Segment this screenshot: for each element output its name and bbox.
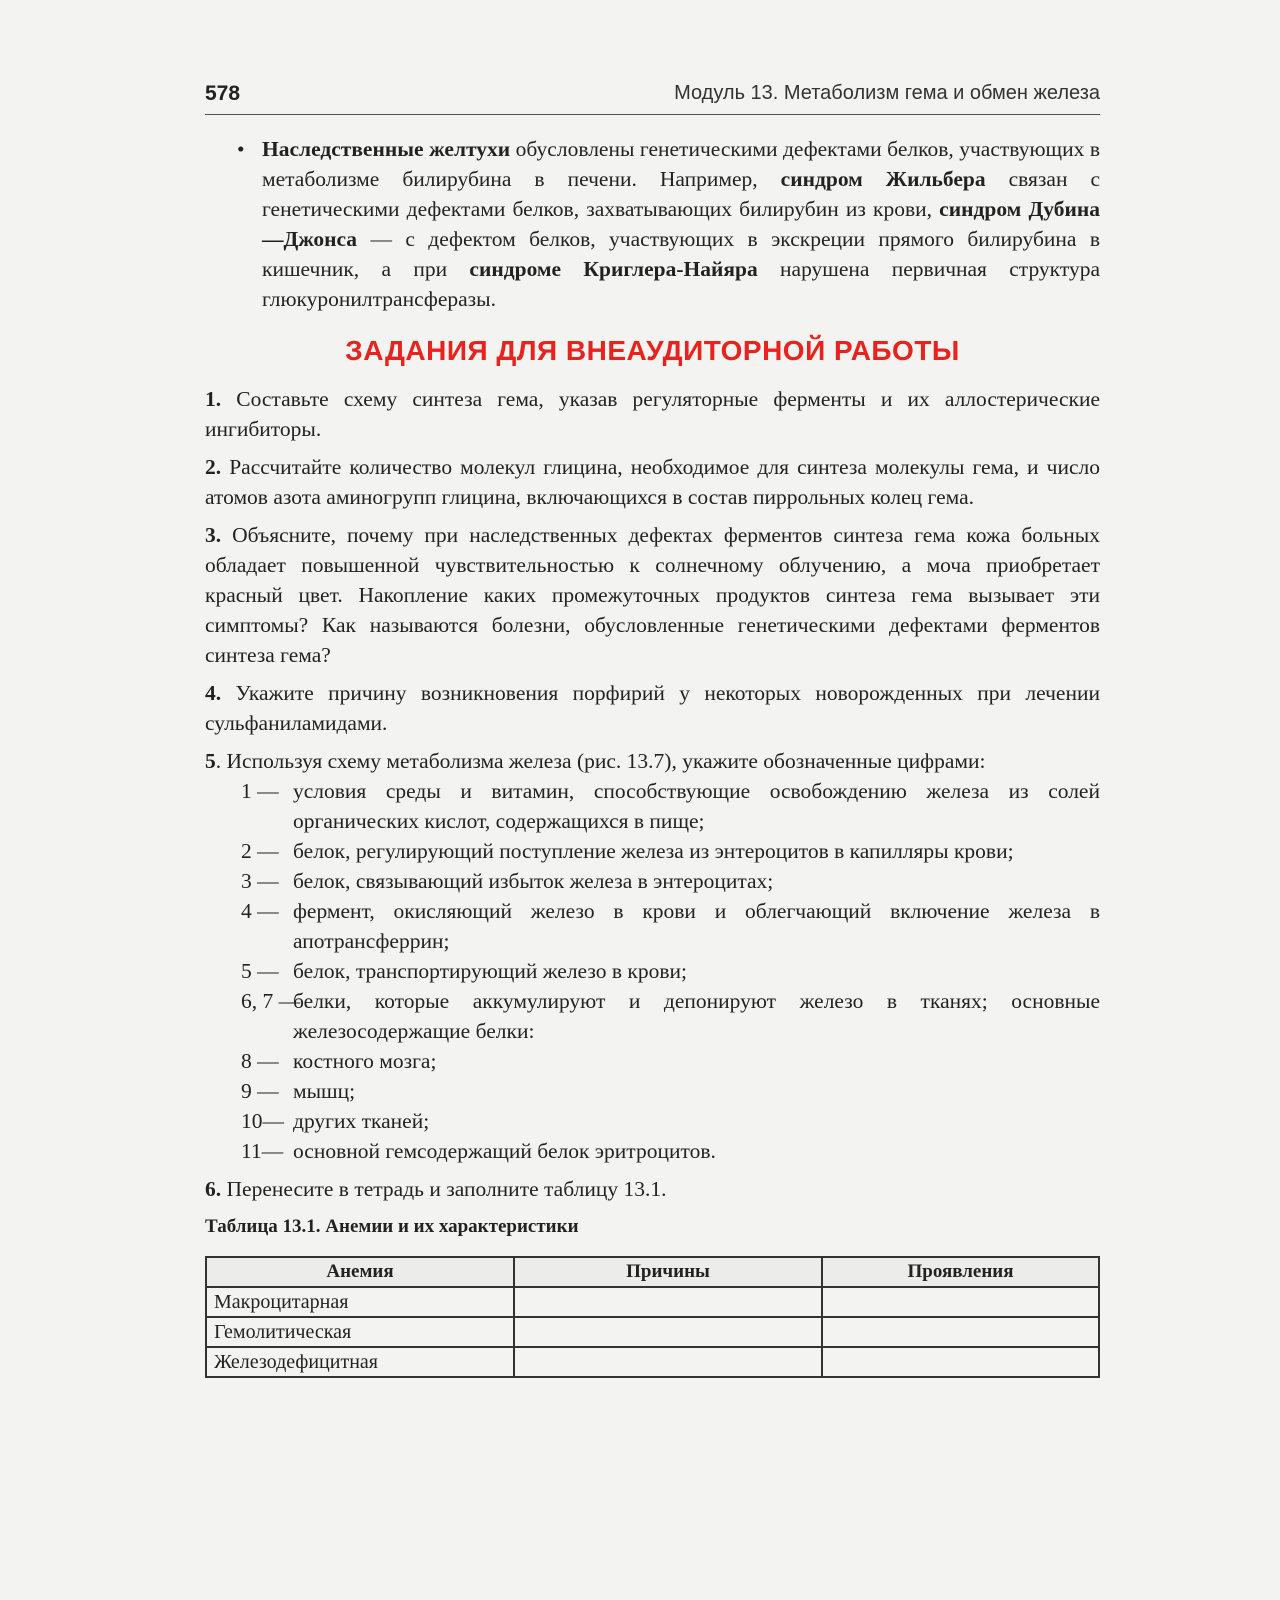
list-item [205, 866, 1100, 896]
item-number: 6, 7 — [241, 989, 301, 1013]
bullet-mark: • [237, 137, 245, 161]
item-text: белки, которые аккумулируют и депонируют железо в тканях; основные железосодержащие белки: [293, 989, 1100, 1043]
header-manifestations: Проявления [822, 1257, 1099, 1287]
task-number: 3. [205, 523, 222, 547]
item-text: основной гемсодержащий белок эритроцитов. [293, 1139, 716, 1163]
task-4 [205, 678, 1100, 738]
bullet-text-1: обусловлены генетическими дефектами белков, участвующих в метаболизме билирубина в печени. Например, [262, 137, 1100, 191]
header-causes: Причины [514, 1257, 822, 1287]
item-number: 2 — [241, 839, 279, 863]
item-number: 1 — [241, 779, 279, 803]
bullet-text-4: нарушена первичная структура глюкуронилтрансферазы. [262, 257, 1101, 311]
term-gilbert: синдром Жильбера [780, 167, 986, 191]
page-content [205, 134, 1100, 1378]
task-2 [205, 452, 1100, 512]
task-1 [205, 384, 1100, 444]
item-text: фермент, окисляющий железо в крови и облегчающий включение железа в апотрансферрин; [293, 899, 1100, 953]
table-cell: Железодефицитная [206, 1347, 514, 1377]
list-item [205, 1106, 1100, 1136]
running-title: Модуль 13. Метаболизм гема и обмен железа [674, 82, 1100, 104]
table-cell [822, 1317, 1099, 1347]
list-item [205, 836, 1100, 866]
table-cell [514, 1317, 822, 1347]
item-number: 5 — [241, 959, 279, 983]
term-hereditary-jaundice: Наследственные желтухи [262, 137, 511, 161]
list-item [205, 986, 1100, 1046]
task-number: 2. [205, 455, 222, 479]
section-heading: ЗАДАНИЯ ДЛЯ ВНЕАУДИТОРНОЙ РАБОТЫ [345, 335, 960, 366]
table-cell: Макроцитарная [206, 1287, 514, 1317]
task-text: Рассчитайте количество молекул глицина, необходимое для синтеза молекулы гема, и число атомов азота аминогрупп глицина, включающихся в состав пиррольных колец гема. [205, 455, 1100, 509]
page-header [205, 78, 1100, 112]
table-cell: Гемолитическая [206, 1317, 514, 1347]
item-text: других тканей; [293, 1109, 430, 1133]
item-number: 4 — [241, 899, 279, 923]
table-row [206, 1317, 1099, 1347]
list-item [205, 1046, 1100, 1076]
task-3 [205, 520, 1100, 670]
task-number: 6. [205, 1177, 222, 1201]
item-number: 10— [241, 1109, 284, 1133]
table-cell [514, 1287, 822, 1317]
task-number: 4. [205, 681, 222, 705]
item-text: белок, регулирующий поступление железа из энтероцитов в капилляры крови; [293, 839, 1014, 863]
item-number: 3 — [241, 869, 279, 893]
table-cell [822, 1287, 1099, 1317]
bullet-item [205, 134, 1100, 314]
term-dubin-johnson: синдром Дубина—Джонса [262, 197, 1100, 251]
list-item [205, 956, 1100, 986]
item-number: 8 — [241, 1049, 279, 1073]
task-text: Составьте схему синтеза гема, указав регуляторные ферменты и их аллостерические ингибиторы. [205, 387, 1100, 441]
task-text: . Используя схему метаболизма железа (рис. 13.7), укажите обозначенные цифрами: [215, 749, 986, 773]
task-number: 5 [205, 749, 216, 773]
table-row [206, 1287, 1099, 1317]
table-row [206, 1347, 1099, 1377]
item-text: белок, связывающий избыток железа в энтероцитах; [293, 869, 774, 893]
item-text: условия среды и витамин, способствующие освобождению железа из солей органических кислот, содержащихся в пище; [293, 779, 1100, 833]
task-6 [205, 1174, 1100, 1204]
task-number: 1. [205, 387, 222, 411]
table-header-row [206, 1257, 1099, 1287]
table-cell [514, 1347, 822, 1377]
bullet-text-3: — с дефектом белков, участвующих в экскреции прямого билирубина в кишечник, а при [262, 227, 1100, 281]
table-cell [822, 1347, 1099, 1377]
page-number: 578 [205, 82, 241, 105]
task-5 [205, 746, 1100, 776]
task-text: Объясните, почему при наследственных дефектах ферментов синтеза гема кожа больных обладает повышенной чувствительностью к солнечному облучению, а моча приобретает красный цвет. Накопление каких промежуточных продуктов синтеза гема вызывает эти симптомы? Как называются болезни, обусловленные генетическими дефектами ферментов синтеза гема? [205, 523, 1100, 667]
list-item [205, 896, 1100, 956]
header-rule [205, 114, 1100, 115]
item-text: костного мозга; [293, 1049, 437, 1073]
header-anemia: Анемия [206, 1257, 514, 1287]
item-number: 9 — [241, 1079, 279, 1103]
task-text: Перенесите в тетрадь и заполните таблицу 13.1. [221, 1177, 667, 1201]
anemia-table [205, 1256, 1100, 1378]
list-item [205, 1076, 1100, 1106]
answer-list [205, 776, 1100, 1166]
item-text: мышц; [293, 1079, 356, 1103]
task-text: Укажите причину возникновения порфирий у некоторых новорожденных при лечении сульфаниламидами. [205, 681, 1100, 735]
list-item [205, 1136, 1100, 1166]
item-text: белок, транспортирующий железо в крови; [293, 959, 687, 983]
table-caption: Таблица 13.1. Анемии и их характеристики [205, 1216, 579, 1237]
list-item [205, 776, 1100, 836]
term-crigler-najjar: синдроме Криглера-Найяра [469, 257, 758, 281]
bullet-text-2: связан с генетическими дефектами белков, захватывающих билирубин из крови, [262, 167, 1100, 221]
item-number: 11— [241, 1139, 284, 1163]
